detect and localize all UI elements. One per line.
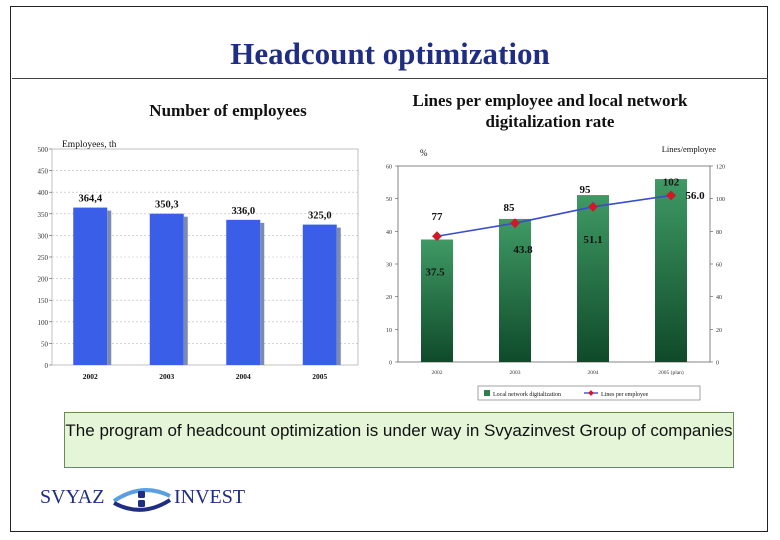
line-value-label: 77 — [431, 211, 443, 224]
line-value-label: 102 — [662, 176, 680, 189]
line-value-label: 85 — [503, 202, 515, 215]
bar-value-label: 325,0 — [307, 210, 332, 222]
digitalization-bar — [577, 195, 609, 362]
y-tick-label: 200 — [37, 275, 48, 284]
y-right-tick-label: 80 — [716, 229, 722, 236]
x-tick-label: 2005 — [312, 372, 328, 381]
bar — [150, 214, 184, 365]
bar-value-label: 37.5 — [425, 266, 445, 279]
y-tick-label: 350 — [37, 210, 48, 219]
bar-shadow — [337, 228, 341, 365]
x-tick-label: 2002 — [431, 370, 443, 376]
y-tick-label: 400 — [37, 189, 48, 198]
bar — [303, 225, 337, 365]
y-tick-label: 150 — [37, 297, 48, 306]
y-right-tick-label: 20 — [716, 327, 722, 334]
x-tick-label: 2005 (plan) — [658, 370, 684, 376]
employees-bar-chart — [30, 135, 370, 395]
left-chart-title: Number of employees — [149, 101, 307, 120]
y-right-axis-label: Lines/employee — [661, 144, 716, 154]
digitalization-bar — [655, 179, 687, 362]
summary-banner: The program of headcount optimization is under way in Svyazinvest Group of companies — [64, 412, 734, 468]
logo-word-left: SVYAZ — [40, 486, 105, 508]
bar-shadow — [107, 211, 111, 365]
title-divider — [12, 78, 768, 79]
y-right-tick-label: 60 — [716, 262, 722, 269]
y-tick-label: 50 — [41, 340, 48, 349]
x-tick-label: 2003 — [509, 370, 521, 376]
bar-shadow — [260, 223, 264, 365]
bar-value-label: 43.8 — [513, 243, 533, 256]
right-chart-title: Lines per employee and local network digitalization rate — [412, 91, 688, 131]
digitalization-bar — [499, 219, 531, 362]
line-value-label: 95 — [579, 183, 591, 196]
y-left-tick-label: 40 — [386, 229, 392, 236]
digitalization-bar — [421, 240, 453, 363]
y-right-tick-label: 0 — [716, 360, 719, 367]
y-tick-label: 450 — [37, 167, 48, 176]
bar — [226, 220, 260, 365]
x-tick-label: 2004 — [235, 372, 251, 381]
legend-label: Lines per employee — [601, 392, 649, 398]
bar-value-label: 350,3 — [154, 199, 179, 211]
y-tick-label: 500 — [37, 146, 48, 154]
legend-label: Local network digitalization — [493, 392, 561, 398]
x-tick-label: 2003 — [159, 372, 175, 381]
y-left-axis-label: % — [420, 148, 428, 158]
y-left-tick-label: 20 — [386, 295, 392, 302]
svyazinvest-logo — [40, 484, 280, 516]
bar-value-label: 51.1 — [583, 234, 603, 247]
y-right-tick-label: 100 — [716, 197, 725, 204]
y-axis-label: Employees, th — [62, 140, 117, 150]
y-right-tick-label: 120 — [716, 164, 725, 171]
legend-swatch-bar — [484, 390, 490, 396]
y-left-tick-label: 10 — [386, 327, 392, 334]
y-right-tick-label: 40 — [716, 295, 722, 302]
y-left-tick-label: 50 — [386, 197, 392, 204]
y-tick-label: 100 — [37, 318, 48, 327]
x-tick-label: 2004 — [587, 370, 599, 376]
y-tick-label: 250 — [37, 254, 48, 262]
slide-title: Headcount optimization — [230, 36, 550, 71]
logo-emblem-icon — [110, 484, 174, 514]
bar — [73, 208, 107, 365]
y-left-tick-label: 30 — [386, 262, 392, 269]
y-left-tick-label: 60 — [386, 164, 392, 171]
bar-value-label: 364,4 — [78, 193, 103, 205]
bar-value-label: 56.0 — [685, 190, 705, 203]
bar-value-label: 336,0 — [231, 205, 256, 217]
lines-digitalization-chart — [370, 142, 760, 404]
bar-shadow — [184, 217, 188, 365]
y-tick-label: 300 — [37, 232, 48, 241]
y-tick-label: 0 — [44, 362, 48, 370]
y-left-tick-label: 0 — [389, 360, 392, 367]
logo-word-right: INVEST — [174, 486, 246, 508]
x-tick-label: 2002 — [82, 372, 98, 381]
